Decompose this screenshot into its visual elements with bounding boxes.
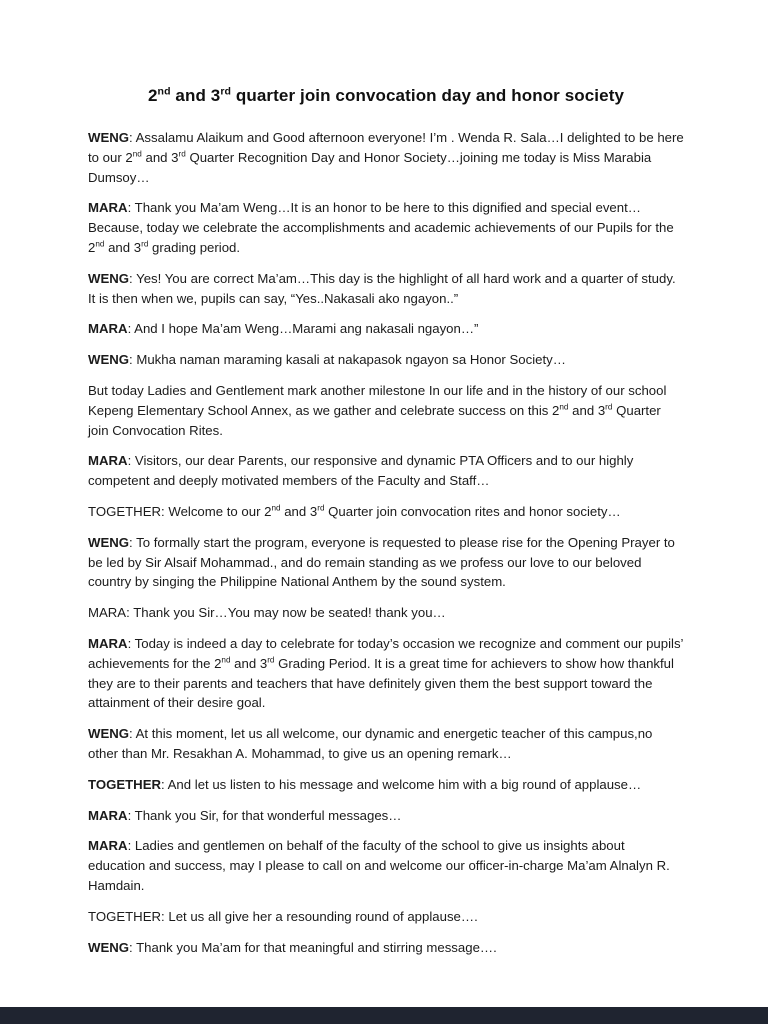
text-segment: : Assalamu Alaikum and Good afternoon everyone! I’m . Wenda R. Sala…I delighted to be here to our 2: [88, 130, 684, 165]
text-segment: and 3: [170, 86, 221, 105]
paragraph: [88, 603, 684, 623]
speaker-label: WENG: [88, 270, 130, 286]
paragraph: [88, 938, 684, 958]
speaker-label: MARA: [88, 807, 128, 823]
text-segment: : Thank you Sir, for that wonderful messages…: [127, 807, 402, 823]
speaker-label: WENG: [88, 534, 130, 550]
text-segment: : Visitors, our dear Parents, our responsive and dynamic PTA Officers and to our highly competent and deeply motivated members of the Faculty and Staff…: [88, 453, 634, 489]
paragraph: [88, 502, 684, 522]
document-title: [88, 86, 684, 106]
text-segment: : And I hope Ma’am Weng…Marami ang nakasali ngayon…”: [127, 321, 479, 337]
superscript: nd: [95, 239, 105, 249]
text-segment: and 3: [104, 239, 142, 255]
paragraph: [88, 907, 684, 927]
paragraph: [88, 775, 684, 795]
text-segment: But today Ladies and Gentlement mark another milestone In our life and in the history of our school Kepeng Elementary School Annex, as we gather and celebrate success on this 2: [88, 382, 667, 418]
speaker-label: WENG: [88, 352, 130, 368]
superscript: nd: [559, 402, 569, 412]
text-segment: quarter join convocation day and honor society: [231, 86, 625, 105]
paragraph: [88, 451, 684, 491]
text-segment: 2: [147, 86, 158, 105]
paragraph: [88, 724, 684, 764]
text-segment: Quarter join convocation rites and honor society…: [324, 503, 621, 519]
text-segment: TOGETHER: Let us all give her a resounding round of applause….: [88, 908, 478, 924]
superscript: nd: [157, 85, 171, 98]
superscript: rd: [141, 239, 149, 249]
text-segment: and 3: [280, 503, 318, 519]
paragraph: [88, 269, 684, 309]
speaker-label: WENG: [88, 939, 130, 955]
paragraph: [88, 319, 684, 339]
superscript: nd: [221, 655, 231, 665]
text-segment: : Thank you Ma’am for that meaningful and stirring message….: [129, 939, 497, 955]
speaker-label: MARA: [88, 321, 128, 337]
superscript: rd: [267, 655, 275, 665]
text-segment: : Thank you Ma’am Weng…It is an honor to be here to this dignified and special event…Because, today we celebrate the accomplishments and academic achievements of our Pupils for the 2: [88, 200, 674, 255]
paragraph: [88, 836, 684, 895]
paragraph: [88, 806, 684, 826]
text-segment: TOGETHER: Welcome to our 2: [88, 503, 272, 519]
text-segment: MARA: Thank you Sir…You may now be seated! thank you…: [88, 605, 446, 621]
speaker-label: WENG: [88, 726, 130, 742]
paragraph: [88, 533, 684, 592]
superscript: rd: [220, 85, 232, 98]
text-segment: and 3: [230, 655, 268, 671]
speaker-label: MARA: [88, 453, 128, 469]
paragraph: [88, 381, 684, 440]
text-segment: Quarter join Convocation Rites.: [88, 402, 661, 438]
text-segment: Quarter Recognition Day and Honor Society…joining me today is Miss Marabia Dumsoy…: [88, 149, 652, 185]
paragraph: [88, 198, 684, 257]
text-segment: and 3: [568, 402, 606, 418]
paragraph: [88, 634, 684, 713]
document-body: [88, 128, 684, 957]
viewer-footer-bar: [0, 1007, 768, 1024]
text-segment: : And let us listen to his message and welcome him with a big round of applause…: [161, 776, 642, 792]
text-segment: grading period.: [148, 239, 241, 255]
text-segment: : At this moment, let us all welcome, our dynamic and energetic teacher of this campus,no other than Mr. Resakhan A. Mohammad, to give us an opening remark…: [88, 726, 653, 761]
superscript: rd: [605, 402, 613, 412]
text-segment: : Yes! You are correct Ma’am…This day is the highlight of all hard work and a quarter of study. It is then when we, pupils can say, “Yes..Nakasali ako ngayon..”: [88, 270, 676, 306]
speaker-label: TOGETHER: [88, 776, 162, 792]
text-segment: Grading Period. It is a great time for achievers to show how thankful they are to their parents and teachers that have definitely given them the best support toward the attainment of their desire goal.: [88, 655, 674, 711]
speaker-label: MARA: [88, 635, 128, 651]
superscript: nd: [271, 503, 281, 513]
text-segment: : Ladies and gentlemen on behalf of the faculty of the school to give us insights about education and success, may I please to call on and welcome our officer-in-charge Ma’am Alnalyn R. Hamdain.: [88, 838, 670, 893]
text-segment: : To formally start the program, everyone is requested to please rise for the Opening Prayer to be led by Sir Alsaif Mohammad., and do remain standing as we profess our love to our beloved country by singing the Philippine National Anthem by the sound system.: [88, 534, 675, 590]
superscript: rd: [178, 149, 186, 159]
speaker-label: MARA: [88, 838, 128, 854]
paragraph: [88, 350, 684, 370]
text-segment: : Today is indeed a day to celebrate for today’s occasion we recognize and comment our pupils’ achievements for the 2: [88, 635, 683, 671]
text-segment: and 3: [141, 149, 179, 165]
superscript: rd: [317, 503, 325, 513]
speaker-label: MARA: [88, 200, 128, 216]
text-segment: : Mukha naman maraming kasali at nakapasok ngayon sa Honor Society…: [129, 352, 566, 368]
paragraph: [88, 128, 684, 187]
speaker-label: WENG: [88, 130, 130, 145]
superscript: nd: [132, 149, 142, 159]
